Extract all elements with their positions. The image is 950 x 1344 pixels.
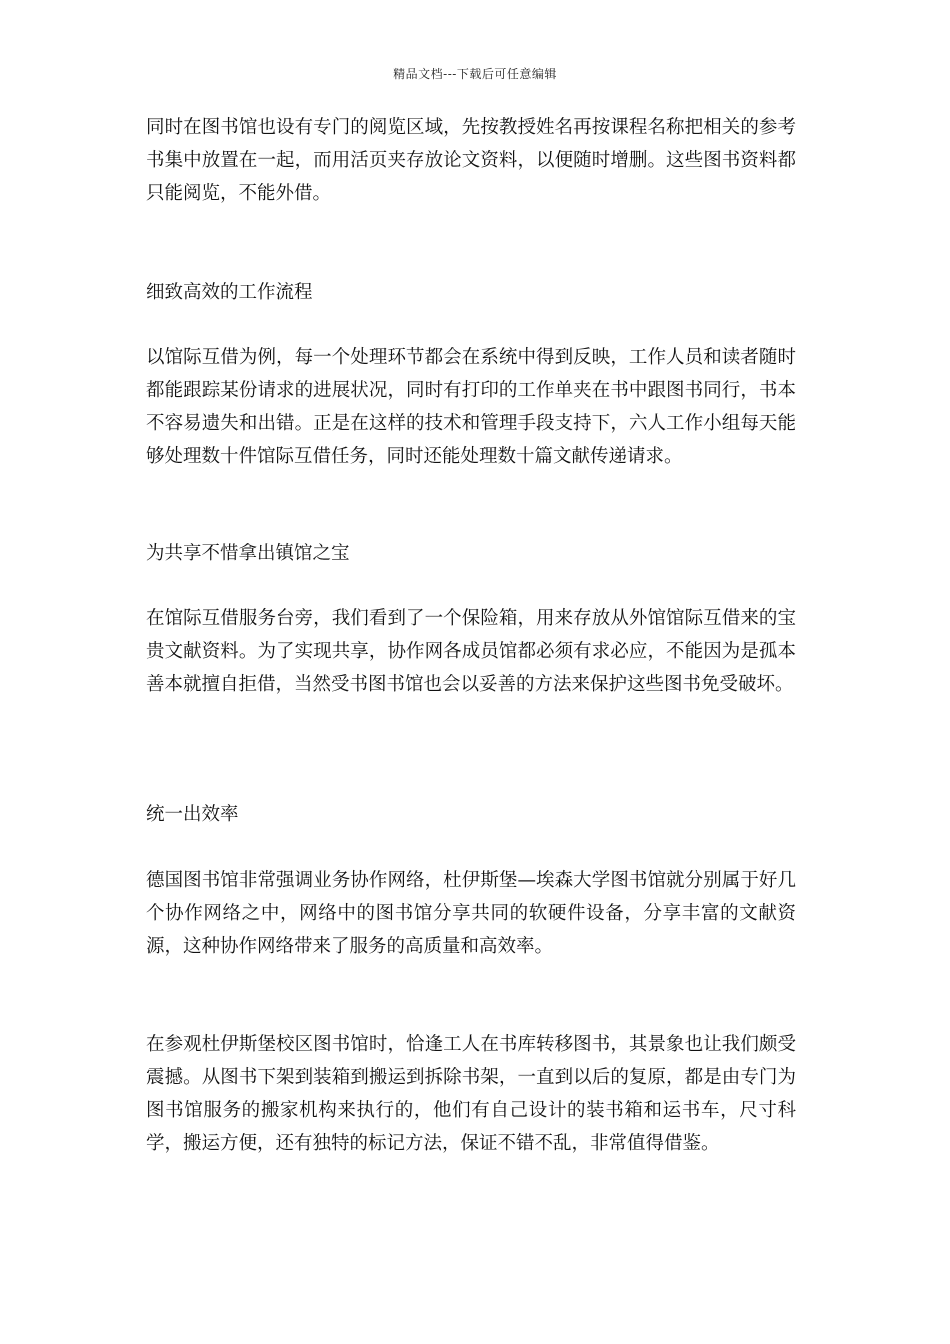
paragraph-cooperation-network: 德国图书馆非常强调业务协作网络，杜伊斯堡—埃森大学图书馆就分别属于好几个协作网络之中，网络中的图书馆分享共同的软硬件设备，分享丰富的文献资源，这种协作网络带来了服务的高质量和高效率。 [146,870,796,957]
page-header: 精品文档---下载后可任意编辑 [393,67,557,81]
paragraph-safe-box: 在馆际互借服务台旁，我们看到了一个保险箱，用来存放从外馆馆际互借来的宝贵文献资料。为了实现共享，协作网各成员馆都必须有求必应，不能因为是孤本善本就擅自拒借，当然受书图书馆也会以妥善的方法来保护这些图书免受破坏。 [146,608,796,695]
section-heading-workflow: 细致高效的工作流程 [146,282,313,303]
section-heading-efficiency: 统一出效率 [146,804,239,825]
section-heading-sharing: 为共享不惜拿出镇馆之宝 [146,543,350,564]
paragraph-reading-area: 同时在图书馆也设有专门的阅览区域，先按教授姓名再按课程名称把相关的参考书集中放置在一起，而用活页夹存放论文资料，以便随时增删。这些图书资料都只能阅览，不能外借。 [146,117,796,204]
paragraph-interlibrary-loan: 以馆际互借为例，每一个处理环节都会在系统中得到反映，工作人员和读者随时都能跟踪某份请求的进展状况，同时有打印的工作单夹在书中跟图书同行，书本不容易遗失和出错。正是在这样的技术和管理手段支持下，六人工作小组每天能够处理数十件馆际互借任务，同时还能处理数十篇文献传递请求。 [146,347,796,467]
paragraph-book-moving: 在参观杜伊斯堡校区图书馆时，恰逢工人在书库转移图书，其景象也让我们颇受震撼。从图书下架到装箱到搬运到拆除书架，一直到以后的复原，都是由专门为图书馆服务的搬家机构来执行的，他们有自己设计的装书箱和运书车，尺寸科学，搬运方便，还有独特的标记方法，保证不错不乱，非常值得借鉴。 [146,1034,796,1154]
